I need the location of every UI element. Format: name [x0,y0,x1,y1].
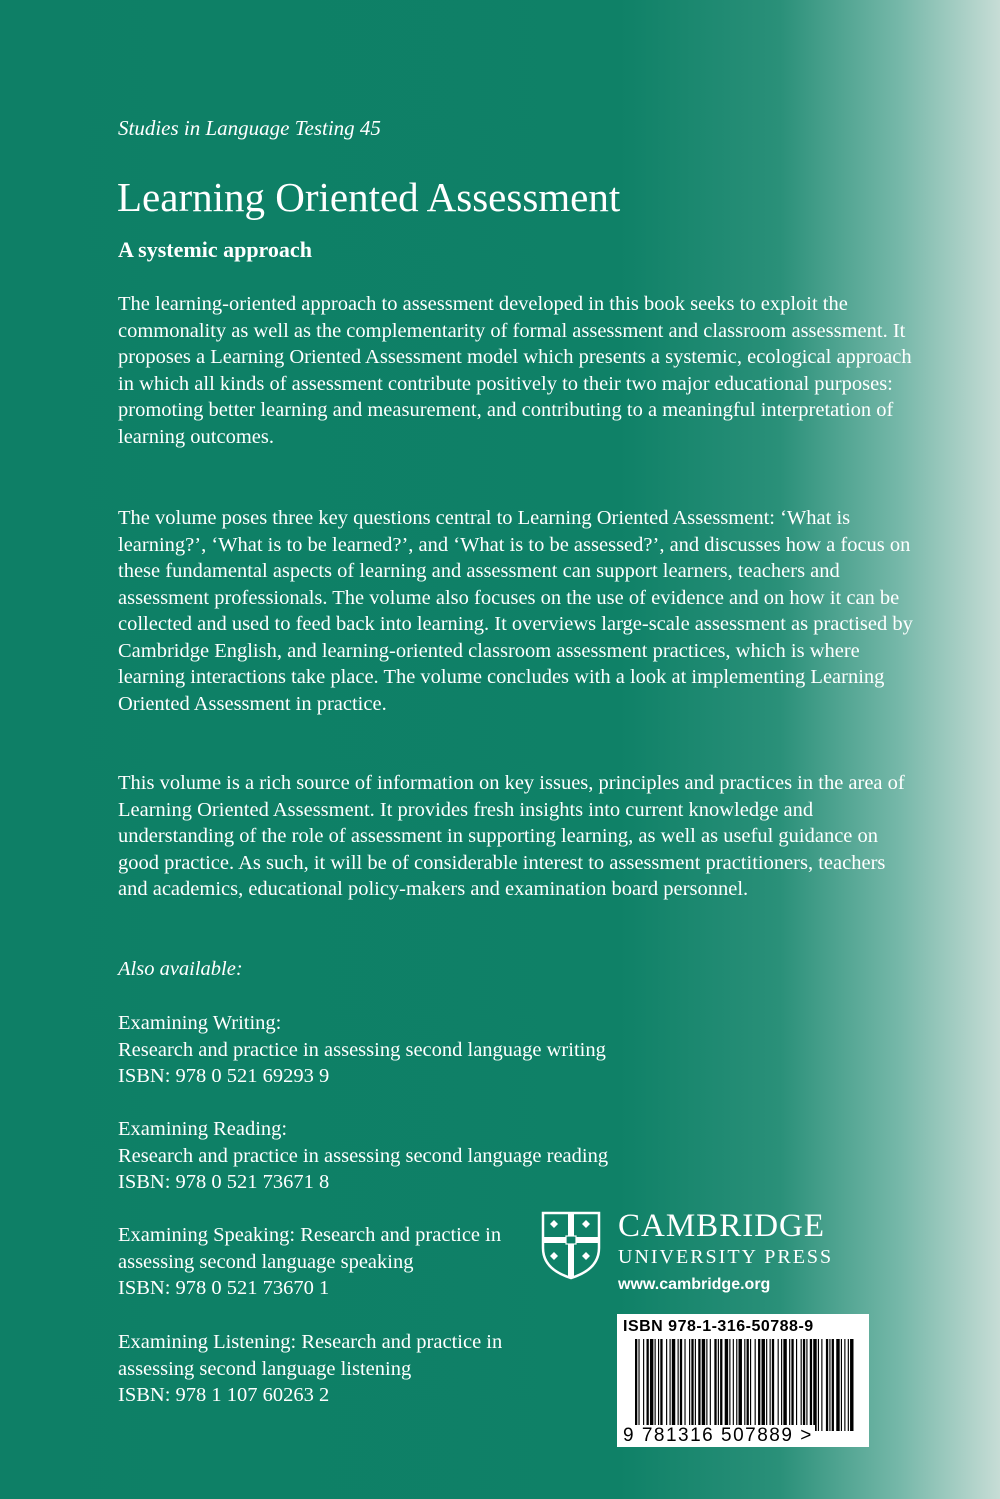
book-title: Learning Oriented Assessment [117,174,621,220]
related-book-speaking [118,1222,538,1302]
also-available-heading: Also available: [118,958,243,980]
publisher-press: UNIVERSITY PRESS [618,1246,834,1268]
related-book-isbn: ISBN: 978 0 521 73671 8 [118,1171,330,1193]
related-book-isbn: ISBN: 978 0 521 69293 9 [118,1065,330,1087]
related-book-isbn: ISBN: 978 0 521 73670 1 [118,1277,330,1299]
related-book-subtitle: Research and practice in assessing second language writing [118,1038,606,1061]
related-book-subtitle: Research and practice in assessing second language reading [118,1144,609,1167]
related-book-isbn: ISBN: 978 1 107 60263 2 [118,1384,330,1406]
book-subtitle: A systemic approach [118,237,312,262]
isbn-barcode [617,1314,869,1447]
university-crest-icon [540,1210,602,1280]
barcode-digits: 9 781316 507889 > [623,1425,813,1446]
related-book-reading [118,1116,698,1196]
description-paragraph-3: This volume is a rich source of information on key issues, principles and practices in the area of Learning Oriented Assessment. It provides fresh insights into current knowledge and understanding of the role of assessment in supporting learning, as well as useful guidance on good practice. As such, it will be of considerable interest to assessment practitioners, teachers and academics, educational policy-makers and examination board personnel. [118,772,905,900]
series-title: Studies in Language Testing 45 [118,116,381,140]
related-book-writing [118,1010,698,1090]
publisher-url: www.cambridge.org [618,1276,771,1293]
related-book-title: Examining Listening: Research and practice in assessing second language listening [118,1331,503,1380]
publisher-name: CAMBRIDGE [618,1208,826,1244]
related-book-title: Examining Reading: [118,1118,288,1140]
barcode-bars [635,1339,855,1431]
related-book-listening [118,1329,538,1409]
related-book-title: Examining Speaking: Research and practice in assessing second language speaking [118,1224,502,1273]
description-paragraph-1: The learning-oriented approach to assessment developed in this book seeks to exploit the commonality as well as the complementarity of formal assessment and classroom assessment. It proposes a Learning Oriented Assessment model which presents a systemic, ecological approach in which all kinds of assessment contribute positively to their two major educational purposes: promoting better learning and measurement, and contributing to a meaningful interpretation of learning outcomes. [118,293,912,448]
related-book-title: Examining Writing: [118,1012,282,1034]
barcode-isbn-label: ISBN 978-1-316-50788-9 [623,1318,814,1335]
description-paragraph-2: The volume poses three key questions central to Learning Oriented Assessment: ‘What is learning?’, ‘What is to be learned?’, and ‘What is to be assessed?’, and discusses how a focus on these fundamental aspects of learning and assessment can support learners, teachers and assessment professionals. The volume also focuses on the use of evidence and on how it can be collected and used to feed back into learning. It overviews large-scale assessment as practised by Cambridge English, and learning-oriented classroom assessment practices, which is where learning interactions take place. The volume concludes with a look at implementing Learning Oriented Assessment in practice. [118,507,913,715]
